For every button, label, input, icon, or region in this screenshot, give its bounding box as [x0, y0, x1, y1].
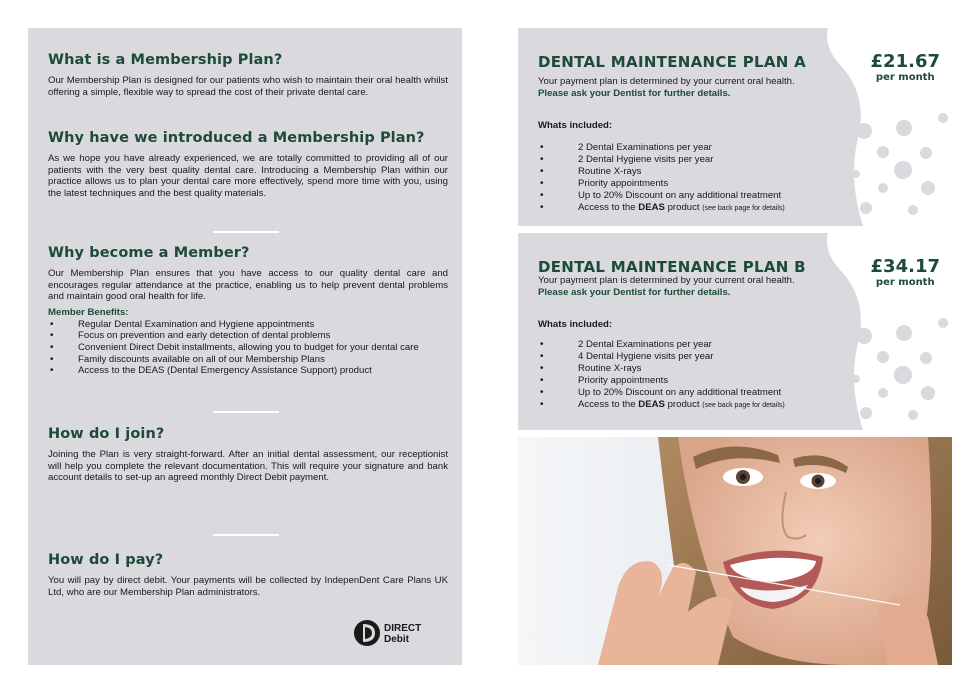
direct-debit-logo: [353, 618, 443, 648]
section-body: As we hope you have already experienced, we are totally committed to providing all of our patients with the very best quality dental care. Introducing a Membership Plan within our practice allows us to plan your dental care more effectively, spend more time with you, using the latest techniques and the best quality materials.: [48, 153, 448, 199]
list-item: • 2 Dental Examinations per year: [538, 142, 868, 154]
divider: [213, 534, 279, 536]
plan-a-card: [518, 28, 952, 226]
plan-ask-text: Please ask your Dentist for further details.: [538, 286, 731, 298]
plan-desc-text: Your payment plan is determined by your current oral health.: [538, 76, 795, 87]
section-heading: How do I join?: [48, 426, 165, 442]
price-amount: £21.67: [870, 51, 940, 72]
list-item: • Access to the DEAS product (see back page for details): [538, 202, 868, 215]
list-item: • Focus on prevention and early detection of dental problems: [48, 330, 448, 342]
price-block: [871, 257, 940, 288]
list-item: • Access to the DEAS (Dental Emergency Assistance Support) product: [48, 365, 448, 377]
price-block: [871, 52, 940, 83]
plan-desc-text: Your payment plan is determined by your current oral health.: [538, 275, 795, 286]
section-what: [48, 52, 448, 98]
section-how-pay: [48, 552, 448, 598]
list-item: • 4 Dental Hygiene visits per year: [538, 351, 868, 363]
list-item: • Priority appointments: [538, 178, 868, 190]
list-item: • Routine X-rays: [538, 363, 868, 375]
section-heading: Why have we introduced a Membership Plan?: [48, 130, 425, 146]
plan-title: DENTAL MAINTENANCE PLAN A: [538, 53, 807, 71]
list-item: • Routine X-rays: [538, 166, 868, 178]
plan-ask-text: Please ask your Dentist for further details.: [538, 87, 731, 99]
included-label: Whats included:: [538, 120, 613, 131]
included-label: Whats included:: [538, 319, 613, 330]
list-item: • Convenient Direct Debit installments, allowing you to budget for your dental care: [48, 342, 448, 354]
list-item: • Regular Dental Examination and Hygiene appointments: [48, 319, 448, 331]
logo-line2: Debit: [384, 634, 409, 645]
price-period: per month: [875, 277, 935, 288]
included-list: [538, 142, 868, 215]
section-heading: How do I pay?: [48, 552, 164, 568]
included-list: [538, 339, 868, 412]
section-heading: Why become a Member?: [48, 245, 250, 261]
section-body: Joining the Plan is very straight-forward. After an initial dental assessment, our receptionist will help you complete the relevant documentation. This will require your signature and bank account details to set-up an agreed monthly Direct Debit payment.: [48, 449, 448, 484]
list-item: • 2 Dental Hygiene visits per year: [538, 154, 868, 166]
list-item: • 2 Dental Examinations per year: [538, 339, 868, 351]
list-item: • Up to 20% Discount on any additional treatment: [538, 387, 868, 399]
section-why-member: [48, 245, 448, 377]
smiling-woman-flossing-photo: [518, 437, 952, 665]
list-item: • Priority appointments: [538, 375, 868, 387]
list-item: • Up to 20% Discount on any additional treatment: [538, 190, 868, 202]
plan-b-card: [518, 233, 952, 430]
plan-title: DENTAL MAINTENANCE PLAN B: [538, 258, 806, 276]
logo-line1: DIRECT: [384, 623, 422, 634]
price-period: per month: [875, 72, 935, 83]
list-item: • Family discounts available on all of our Membership Plans: [48, 354, 448, 366]
price-amount: £34.17: [870, 256, 940, 277]
section-body: You will pay by direct debit. Your payments will be collected by IndepenDent Care Plans UK Ltd, who are our Membership Plan administrators.: [48, 575, 448, 598]
member-benefits-title: Member Benefits:: [48, 306, 129, 318]
section-why-introduced: [48, 130, 448, 199]
member-benefits-list: [48, 319, 448, 377]
section-heading: What is a Membership Plan?: [48, 52, 283, 68]
divider: [213, 231, 279, 233]
section-body: Our Membership Plan is designed for our patients who wish to maintain their oral health whilst offering a simple, flexible way to spread the cost of their private dental care.: [48, 75, 448, 98]
list-item: • Access to the DEAS product (see back page for details): [538, 399, 868, 412]
membership-info-panel: [28, 28, 462, 665]
section-body: Our Membership Plan ensures that you have access to our quality dental care and encourages regular attendance at the practice, enabling us to help prevent dental problems and maintain good oral health for life.: [48, 268, 448, 303]
section-how-join: [48, 426, 448, 484]
plan-description: [538, 76, 808, 99]
plan-description: [538, 275, 808, 298]
divider: [213, 411, 279, 413]
